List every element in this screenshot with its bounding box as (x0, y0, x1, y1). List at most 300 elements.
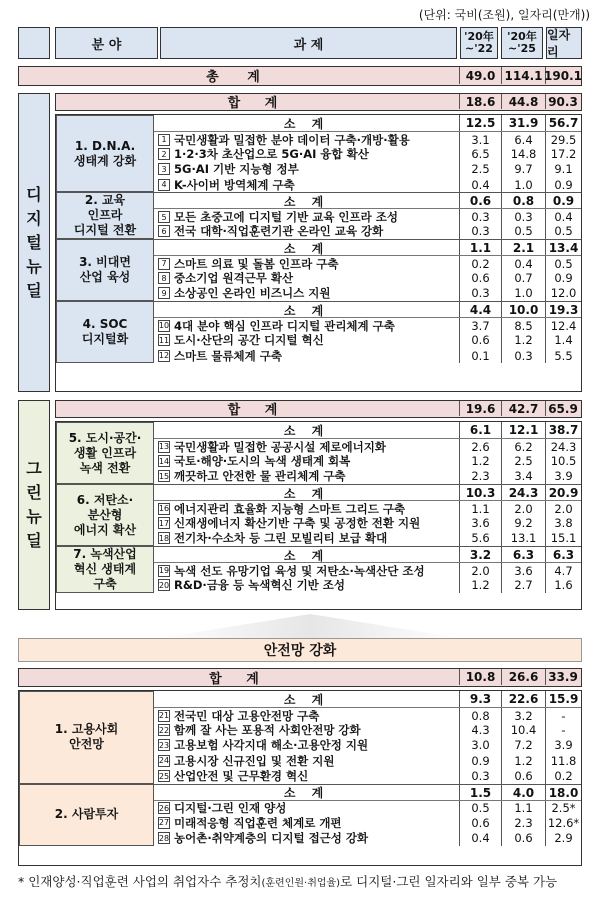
digital-item-11-v1: 0.6 (459, 333, 501, 348)
digital-subtotal-2-v3: 13.4 (545, 240, 581, 256)
safety-subtotal-1 (154, 784, 581, 800)
green-item-13-text: 국민생활과 밀접한 공공시설 제로에너지화 (174, 439, 386, 454)
digital-subtotal-1-v2: 0.8 (501, 193, 545, 209)
green-item-13-task (154, 439, 457, 454)
digital-item-1-text: 국민생활과 밀접한 분야 데이터 구축·개방·활용 (174, 132, 410, 147)
safety-item-27-v2: 2.3 (501, 815, 545, 830)
green-item-16-number: 16 (158, 504, 170, 514)
digital-item-12-task (154, 348, 457, 363)
digital-item-5-v3: 0.4 (545, 209, 581, 224)
arrow-band (160, 612, 460, 638)
digital-category-1 (56, 192, 154, 239)
green-subtotal-0-v1: 6.1 (459, 422, 501, 438)
safety-item-22-task (154, 722, 457, 737)
digital-label-char-2: 털 (26, 232, 42, 252)
digital-item-11-task (154, 333, 457, 348)
green-item-17-text: 신재생에너지 확산기반 구축 및 공정한 전환 지원 (174, 516, 421, 531)
safety-item-21-v2: 3.2 (501, 708, 545, 723)
green-item-20 (154, 577, 581, 592)
safety-subtotal-0-v1: 9.3 (459, 691, 501, 707)
digital-total-v2: 44.8 (501, 94, 545, 109)
digital-item-9-v3: 12.0 (545, 286, 581, 301)
safety-category-0-line-0: 1. 고용사회 (54, 722, 119, 737)
safety-item-26-v2: 1.1 (501, 801, 545, 816)
green-item-14-number: 14 (158, 456, 170, 466)
digital-label-char-3: 뉴 (26, 256, 42, 276)
safety-item-26-v3: 2.5* (545, 801, 581, 816)
green-total-label: 합 계 (227, 403, 288, 418)
digital-item-11-text: 도시·산단의 공간 디지털 혁신 (174, 333, 324, 348)
safety-subtotal-1-v2: 4.0 (501, 785, 545, 801)
safety-category-1-line-0: 2. 사람투자 (54, 807, 119, 822)
digital-item-4-v2: 1.0 (501, 177, 545, 192)
safety-item-21-text: 전국민 대상 고용안전망 구축 (174, 708, 320, 723)
digital-subtotal-0-label: 소 계 (283, 116, 330, 131)
safety-item-26-task (154, 801, 457, 816)
safety-item-21-task (154, 708, 457, 723)
footnote-main: * 인재양성·직업훈련 사업의 취업자수 추정치 (18, 874, 262, 889)
safety-item-25-number: 25 (158, 771, 170, 781)
safety-item-22-v1: 4.3 (459, 722, 501, 737)
green-item-17-task (154, 515, 457, 530)
digital-total-row (55, 93, 582, 111)
green-category-0-line-0: 5. 도시·공간· (68, 430, 142, 445)
green-subtotal-2-v1: 3.2 (459, 547, 501, 563)
green-item-19-text: 녹색 선도 유망기업 육성 및 저탄소·녹색산단 조성 (174, 563, 425, 578)
digital-subtotal-3-v1: 4.4 (459, 302, 501, 318)
digital-item-5-v2: 0.3 (501, 209, 545, 224)
safety-item-24-text: 고용시장 신규진입 및 전환 지원 (174, 753, 335, 768)
safety-item-23 (154, 738, 581, 753)
green-item-13-v3: 24.3 (545, 439, 581, 454)
header-col2-bottom: ~'25 (508, 42, 536, 55)
digital-item-5-v1: 0.3 (459, 209, 501, 224)
digital-item-10 (154, 317, 581, 332)
green-item-14-v2: 2.5 (501, 453, 545, 468)
green-item-16-v2: 2.0 (501, 501, 545, 516)
green-item-20-number: 20 (158, 580, 170, 590)
green-item-14 (154, 453, 581, 468)
safety-item-23-number: 23 (158, 740, 170, 750)
green-item-14-text: 국토·해양·도시의 녹색 생태계 회복 (174, 454, 351, 469)
green-category-1-line-1: 분산형 (87, 507, 123, 522)
digital-total-v1: 18.6 (459, 94, 501, 109)
digital-category-3 (56, 301, 154, 363)
green-item-19-v3: 4.7 (545, 563, 581, 578)
safety-item-25-task (154, 768, 457, 783)
digital-item-2-number: 2 (158, 148, 170, 160)
header-col3: 일자리 (546, 27, 582, 59)
digital-item-7-number: 7 (158, 258, 170, 270)
green-category-0 (56, 422, 154, 484)
digital-item-10-v1: 3.7 (459, 318, 501, 333)
green-subtotal-0-v3: 38.7 (545, 422, 581, 438)
digital-item-6-v2: 0.5 (501, 224, 545, 239)
green-item-15 (154, 469, 581, 484)
digital-item-10-v2: 8.5 (501, 318, 545, 333)
digital-item-1-task (154, 132, 457, 147)
safety-category-0 (19, 691, 154, 784)
digital-item-5-number: 5 (158, 211, 170, 223)
digital-item-2-text: 1·2·3차 초산업으로 5G·AI 융합 확산 (174, 147, 369, 162)
green-item-20-text: R&D·금융 등 녹색혁신 기반 조성 (174, 578, 346, 593)
unit-note: (단위: 국비(조원), 일자리(만개)) (418, 8, 590, 22)
safety-item-26 (154, 800, 581, 815)
digital-item-1 (154, 131, 581, 146)
green-label-char-3: 딜 (26, 531, 42, 550)
safety-item-28-v2: 0.6 (501, 830, 545, 845)
green-item-14-v3: 10.5 (545, 453, 581, 468)
green-item-15-text: 깨끗하고 안전한 물 관리체계 구축 (174, 469, 346, 484)
safety-item-28-number: 28 (158, 833, 170, 843)
green-category-2 (56, 546, 154, 593)
digital-item-7-text: 스마트 의료 및 돌봄 인프라 구축 (174, 256, 339, 271)
safety-item-26-number: 26 (158, 803, 170, 813)
digital-item-9-v2: 1.0 (501, 286, 545, 301)
safety-subtotal-0 (154, 691, 581, 707)
digital-item-8-text: 중소기업 원격근무 확산 (174, 271, 294, 286)
digital-item-12 (154, 348, 581, 363)
green-category-1-line-2: 에너지 확산 (73, 522, 137, 537)
green-label-char-2: 뉴 (26, 507, 42, 526)
digital-item-2-task (154, 146, 457, 161)
header-col2-top: '20年 (507, 30, 537, 43)
green-item-15-v1: 2.3 (459, 469, 501, 484)
green-item-15-v2: 3.4 (501, 469, 545, 484)
green-category-2-line-2: 구축 (93, 576, 117, 591)
digital-category-2 (56, 239, 154, 301)
digital-item-8-v2: 0.7 (501, 270, 545, 285)
green-item-17 (154, 515, 581, 530)
digital-item-12-number: 12 (158, 351, 170, 361)
digital-category-2-line-1: 산업 육성 (79, 270, 131, 285)
digital-label-char-1: 지 (26, 208, 42, 228)
digital-subtotal-2-v2: 2.1 (501, 240, 545, 256)
green-item-18-text: 전기차·수소차 등 그린 모빌리티 보급 확대 (174, 531, 388, 546)
digital-item-9-text: 소상공인 온라인 비즈니스 지원 (174, 286, 331, 301)
digital-item-1-v1: 3.1 (459, 132, 501, 147)
safety-item-28-text: 농어촌·취약계층의 디지털 접근성 강화 (174, 831, 369, 846)
green-item-13-v1: 2.6 (459, 439, 501, 454)
safety-item-22-text: 함께 잘 사는 포용적 사회안전망 강화 (174, 723, 361, 738)
digital-item-2-v1: 6.5 (459, 146, 501, 161)
safety-total-v3: 33.9 (545, 669, 580, 685)
green-item-14-v1: 1.2 (459, 453, 501, 468)
digital-subtotal-2-label: 소 계 (283, 241, 330, 256)
safety-item-22-v2: 10.4 (501, 722, 545, 737)
digital-category-1-line-2: 디지털 전환 (73, 223, 137, 238)
safety-item-21 (154, 707, 581, 722)
digital-item-7-v3: 0.5 (545, 256, 581, 271)
safety-item-21-v1: 0.8 (459, 708, 501, 723)
digital-item-1-number: 1 (158, 134, 170, 146)
digital-item-11-v3: 1.4 (545, 333, 581, 348)
digital-item-12-v1: 0.1 (459, 348, 501, 363)
digital-category-0-line-1: 생태계 강화 (73, 153, 137, 168)
digital-category-0 (56, 115, 154, 192)
safety-item-23-v2: 7.2 (501, 738, 545, 753)
safety-groups (18, 690, 582, 866)
green-item-16-v1: 1.1 (459, 501, 501, 516)
digital-item-3-task (154, 162, 457, 177)
digital-category-1-line-1: 인프라 (87, 208, 123, 223)
safety-item-24-v1: 0.9 (459, 753, 501, 768)
safety-item-25-v2: 0.6 (501, 768, 545, 783)
green-item-18-v1: 5.6 (459, 531, 501, 546)
safety-item-28 (154, 830, 581, 845)
digital-item-10-text: 4대 분야 핵심 인프라 디지털 관리체계 구축 (174, 318, 395, 333)
digital-category-1-line-0: 2. 교육 (84, 193, 126, 208)
green-item-13 (154, 438, 581, 453)
digital-subtotal-1 (154, 192, 581, 208)
digital-item-3-number: 3 (158, 163, 170, 175)
green-item-15-task (154, 469, 457, 484)
green-item-16-text: 에너지관리 효율화 지능형 스마트 그리드 구축 (174, 501, 406, 516)
safety-item-24-v2: 1.2 (501, 753, 545, 768)
safety-subtotal-1-label: 소 계 (283, 786, 330, 801)
safety-item-24-v3: 11.8 (545, 753, 581, 768)
digital-item-4-text: K-사이버 방역체계 구축 (174, 177, 295, 192)
safety-item-22-number: 22 (158, 725, 170, 735)
digital-subtotal-0-v3: 56.7 (545, 115, 581, 131)
green-label-char-1: 린 (26, 483, 42, 502)
safety-item-26-v1: 0.5 (459, 801, 501, 816)
green-total-v1: 19.6 (459, 401, 501, 416)
footnote-rest: 로 디지털·그린 일자리와 일부 중복 가능 (340, 874, 558, 889)
footnote (18, 872, 557, 890)
green-item-20-v2: 2.7 (501, 577, 545, 592)
digital-subtotal-1-v1: 0.6 (459, 193, 501, 209)
header-blank (18, 27, 50, 59)
digital-item-12-v2: 0.3 (501, 348, 545, 363)
safety-item-27-text: 미래적응형 직업훈련 체계로 개편 (174, 815, 342, 830)
digital-item-11 (154, 333, 581, 348)
green-subtotal-1 (154, 484, 581, 500)
green-subtotal-0-v2: 12.1 (501, 422, 545, 438)
grand-total-v1: 49.0 (459, 67, 501, 84)
digital-item-2 (154, 146, 581, 161)
green-item-17-number: 17 (158, 518, 170, 528)
digital-total-v3: 90.3 (545, 94, 580, 109)
digital-item-8-task (154, 270, 457, 285)
digital-item-5-text: 모든 초중고에 디지털 기반 교육 인프라 조성 (174, 210, 398, 225)
digital-label-char-4: 딜 (26, 280, 42, 300)
safety-total-label: 합 계 (209, 671, 269, 687)
digital-item-6-text: 전국 대학·직업훈련기관 온라인 교육 강화 (174, 224, 384, 239)
digital-item-12-v3: 5.5 (545, 348, 581, 363)
digital-item-9 (154, 286, 581, 301)
digital-item-3-v2: 9.7 (501, 162, 545, 177)
green-label-char-0: 그 (26, 459, 42, 478)
digital-item-5-task (154, 209, 457, 224)
digital-subtotal-0 (154, 115, 581, 131)
digital-subtotal-0-v1: 12.5 (459, 115, 501, 131)
green-category-0-line-2: 녹색 전환 (79, 460, 131, 475)
header-col1-top: '20年 (464, 30, 494, 43)
digital-category-0-line-0: 1. D.N.A. (74, 138, 136, 153)
digital-category-3-line-1: 디지털화 (81, 332, 129, 347)
safety-item-23-v3: 3.9 (545, 738, 581, 753)
digital-item-10-task (154, 318, 457, 333)
green-item-18-task (154, 531, 457, 546)
header-col1-bottom: ~'22 (465, 42, 493, 55)
safety-item-23-v1: 3.0 (459, 738, 501, 753)
header-task: 과 제 (160, 27, 457, 59)
digital-item-2-v2: 14.8 (501, 146, 545, 161)
green-item-18-v3: 15.1 (545, 531, 581, 546)
digital-item-12-text: 스마트 물류체계 구축 (174, 348, 282, 363)
green-subtotal-2-v3: 6.3 (545, 547, 581, 563)
safety-item-27-task (154, 815, 457, 830)
green-category-1 (56, 484, 154, 546)
safety-item-24 (154, 753, 581, 768)
digital-item-4 (154, 177, 581, 192)
digital-item-4-number: 4 (158, 179, 170, 191)
header-col2 (501, 27, 543, 59)
digital-item-7-v1: 0.2 (459, 256, 501, 271)
safety-total-v2: 26.6 (501, 669, 545, 685)
digital-item-1-v3: 29.5 (545, 132, 581, 147)
header-field: 분 야 (55, 27, 158, 59)
safety-item-28-v3: 2.9 (545, 830, 581, 845)
green-item-18-v2: 13.1 (501, 531, 545, 546)
green-item-19 (154, 562, 581, 577)
green-item-13-number: 13 (158, 442, 170, 452)
green-item-13-v2: 6.2 (501, 439, 545, 454)
green-item-20-v3: 1.6 (545, 577, 581, 592)
digital-section-label (18, 93, 50, 392)
safety-item-24-number: 24 (158, 756, 170, 766)
footnote-small: (훈련인원·취업율) (261, 878, 341, 889)
green-item-14-task (154, 453, 457, 468)
safety-item-21-number: 21 (158, 711, 170, 721)
digital-item-7 (154, 255, 581, 270)
digital-item-11-v2: 1.2 (501, 333, 545, 348)
digital-item-9-number: 9 (158, 287, 170, 299)
safety-item-27 (154, 815, 581, 830)
digital-item-6-task (154, 224, 457, 239)
green-total-v2: 42.7 (501, 401, 545, 416)
digital-subtotal-0-v2: 31.9 (501, 115, 545, 131)
safety-subtotal-0-v2: 22.6 (501, 691, 545, 707)
safety-subtotal-1-v1: 1.5 (459, 785, 501, 801)
safety-item-21-v3: - (545, 708, 581, 723)
digital-category-3-line-0: 4. SOC (82, 317, 128, 332)
green-item-16-task (154, 501, 457, 516)
green-item-18-number: 18 (158, 533, 170, 543)
safety-item-25 (154, 768, 581, 783)
digital-item-7-task (154, 256, 457, 271)
green-subtotal-2 (154, 546, 581, 562)
safety-subtotal-0-label: 소 계 (283, 692, 330, 707)
digital-subtotal-3-v2: 10.0 (501, 302, 545, 318)
digital-item-1-v2: 6.4 (501, 132, 545, 147)
digital-item-4-v3: 0.9 (545, 177, 581, 192)
safety-item-25-text: 산업안전 및 근무환경 혁신 (174, 769, 309, 784)
digital-item-3 (154, 162, 581, 177)
green-category-0-line-1: 생활 인프라 (73, 445, 137, 460)
green-item-16-v3: 2.0 (545, 501, 581, 516)
green-category-1-line-0: 6. 저탄소· (76, 492, 134, 507)
safety-total-row (18, 668, 582, 687)
digital-item-4-v1: 0.4 (459, 177, 501, 192)
digital-item-8-v1: 0.6 (459, 270, 501, 285)
green-category-2-line-1: 혁신 생태계 (73, 561, 137, 576)
safety-item-22-v3: - (545, 722, 581, 737)
digital-item-9-v1: 0.3 (459, 286, 501, 301)
digital-item-6-number: 6 (158, 225, 170, 237)
safety-item-27-v3: 12.6* (545, 815, 581, 830)
safety-item-23-text: 고용보험 사각지대 해소·고용안정 지원 (174, 738, 369, 753)
safety-subtotal-1-v3: 18.0 (545, 785, 581, 801)
digital-subtotal-3 (154, 301, 581, 317)
safety-item-23-task (154, 738, 457, 753)
green-item-15-v3: 3.9 (545, 469, 581, 484)
digital-label-char-0: 디 (26, 184, 42, 204)
digital-category-2-line-0: 3. 비대면 (79, 255, 131, 270)
green-subtotal-0 (154, 422, 581, 438)
green-subtotal-1-v2: 24.3 (501, 485, 545, 501)
green-groups (55, 421, 582, 610)
digital-item-8 (154, 270, 581, 285)
green-item-16 (154, 500, 581, 515)
digital-subtotal-2-v1: 1.1 (459, 240, 501, 256)
safety-item-25-v1: 0.3 (459, 768, 501, 783)
green-subtotal-0-label: 소 계 (283, 423, 330, 438)
grand-total-v2: 114.1 (501, 67, 545, 84)
safety-total-v1: 10.8 (459, 669, 501, 685)
green-item-19-number: 19 (158, 566, 170, 576)
digital-item-8-v3: 0.9 (545, 270, 581, 285)
safety-item-26-text: 디지털·그린 인재 양성 (174, 801, 287, 816)
digital-subtotal-3-label: 소 계 (283, 303, 330, 318)
green-subtotal-1-label: 소 계 (283, 486, 330, 501)
digital-item-3-text: 5G·AI 기반 지능형 정부 (174, 162, 299, 177)
digital-item-6 (154, 224, 581, 239)
digital-item-3-v3: 9.1 (545, 162, 581, 177)
safety-item-22 (154, 722, 581, 737)
green-item-19-task (154, 563, 457, 578)
digital-item-10-number: 10 (158, 321, 170, 331)
green-item-20-task (154, 577, 457, 592)
green-item-18 (154, 531, 581, 546)
grand-total-v3: 190.1 (544, 68, 582, 83)
digital-item-9-task (154, 286, 457, 301)
green-item-19-v1: 2.0 (459, 563, 501, 578)
safety-category-0-line-1: 안전망 (69, 737, 104, 752)
digital-subtotal-3-v3: 19.3 (545, 302, 581, 318)
digital-item-6-v3: 0.5 (545, 224, 581, 239)
digital-item-6-v1: 0.3 (459, 224, 501, 239)
digital-item-4-task (154, 177, 457, 192)
green-item-15-number: 15 (158, 471, 170, 481)
safety-subtotal-0-v3: 15.9 (545, 691, 581, 707)
green-item-17-v3: 3.8 (545, 515, 581, 530)
green-subtotal-2-v2: 6.3 (501, 547, 545, 563)
header-col1 (460, 27, 498, 59)
digital-item-7-v2: 0.4 (501, 256, 545, 271)
green-category-2-line-0: 7. 녹색산업 (73, 546, 137, 561)
green-item-19-v2: 3.6 (501, 563, 545, 578)
safety-item-25-v3: 0.2 (545, 768, 581, 783)
digital-total-label: 합 계 (227, 96, 288, 111)
safety-category-1 (19, 784, 154, 846)
digital-subtotal-1-label: 소 계 (283, 194, 330, 209)
digital-subtotal-2 (154, 239, 581, 255)
digital-groups (55, 114, 582, 392)
digital-item-5 (154, 208, 581, 223)
digital-item-11-number: 11 (158, 335, 170, 345)
